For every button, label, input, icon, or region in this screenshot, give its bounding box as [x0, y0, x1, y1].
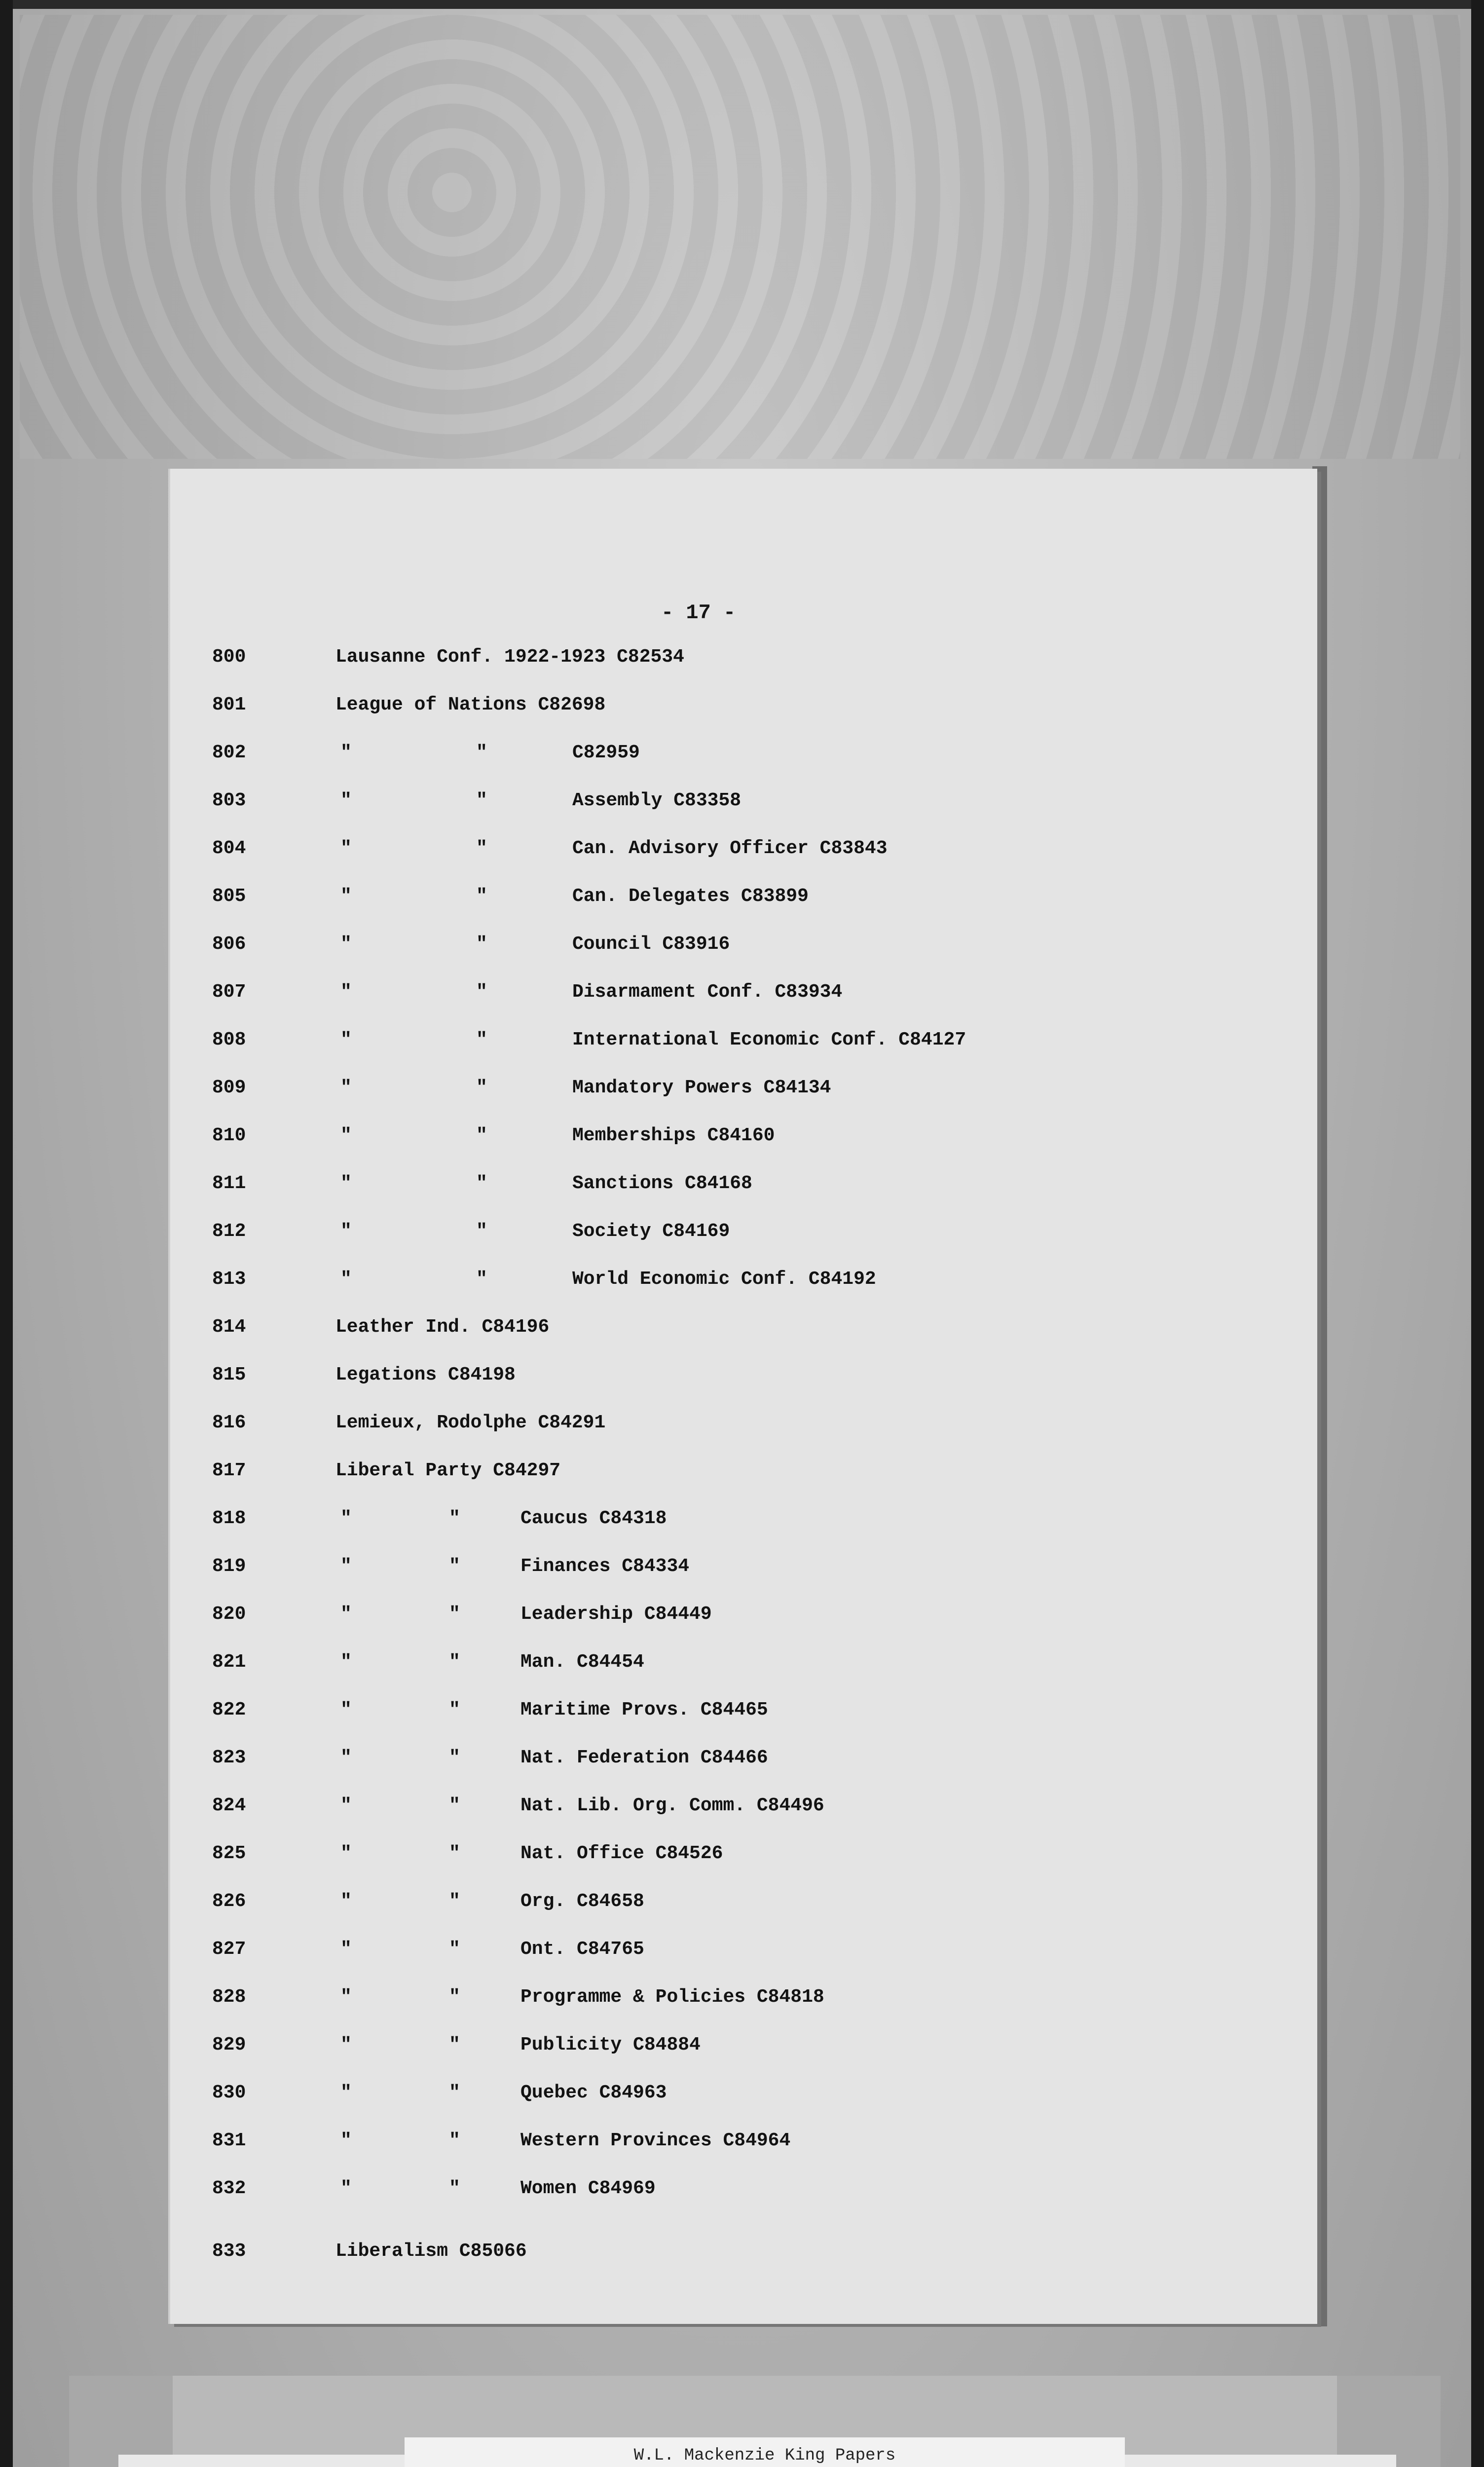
- ditto-mark: ": [340, 838, 352, 859]
- entry-number: 817: [212, 1460, 246, 1481]
- ditto-mark: ": [449, 2178, 460, 2199]
- entry-number: 830: [212, 2082, 246, 2103]
- entry-subheading: Ont. C84765: [520, 1939, 644, 1960]
- ditto-mark: ": [449, 1699, 460, 1720]
- entry-subheading: Council C83916: [572, 934, 730, 955]
- entry-subheading: Finances C84334: [520, 1556, 690, 1577]
- entry-number: 810: [212, 1125, 246, 1146]
- ditto-mark: ": [449, 2082, 460, 2103]
- entry-heading: Legations C84198: [335, 1364, 516, 1385]
- ditto-mark: ": [340, 1221, 352, 1242]
- entry-number: 828: [212, 1986, 246, 2008]
- entry-subheading: Org. C84658: [520, 1891, 644, 1912]
- ditto-mark: ": [340, 1029, 352, 1050]
- ditto-mark: ": [340, 1651, 352, 1673]
- entry-subheading: Sanctions C84168: [572, 1173, 752, 1194]
- entry-subheading: Can. Advisory Officer C83843: [572, 838, 888, 859]
- entry-subheading: Western Provinces C84964: [520, 2130, 791, 2151]
- entry-heading: Leather Ind. C84196: [335, 1316, 550, 1338]
- ditto-mark: ": [340, 2034, 352, 2056]
- ditto-mark: ": [449, 1651, 460, 1673]
- ditto-mark: ": [476, 1173, 487, 1194]
- entry-subheading: Nat. Lib. Org. Comm. C84496: [520, 1795, 824, 1816]
- entry-subheading: Disarmament Conf. C83934: [572, 981, 843, 1003]
- entry-number: 832: [212, 2178, 246, 2199]
- entry-subheading: Programme & Policies C84818: [520, 1986, 824, 2008]
- entry-heading: Lemieux, Rodolphe C84291: [335, 1412, 606, 1433]
- ditto-mark: ": [476, 1077, 487, 1098]
- entry-number: 822: [212, 1699, 246, 1720]
- entry-heading: League of Nations C82698: [335, 694, 606, 715]
- entry-number: 801: [212, 694, 246, 715]
- ditto-mark: ": [476, 1125, 487, 1146]
- entry-subheading: C82959: [572, 742, 640, 763]
- ditto-mark: ": [449, 1556, 460, 1577]
- entry-subheading: Society C84169: [572, 1221, 730, 1242]
- ditto-mark: ": [340, 1891, 352, 1912]
- ditto-mark: ": [449, 1986, 460, 2008]
- entry-number: 815: [212, 1364, 246, 1385]
- entry-subheading: Quebec C84963: [520, 2082, 667, 2103]
- entry-number: 808: [212, 1029, 246, 1050]
- film-edge-top: [0, 0, 1484, 9]
- ditto-mark: ": [476, 1269, 487, 1290]
- entry-heading: Liberalism C85066: [335, 2241, 527, 2262]
- ditto-mark: ": [340, 790, 352, 811]
- ditto-mark: ": [340, 934, 352, 955]
- ditto-mark: ": [340, 1747, 352, 1768]
- ditto-mark: ": [340, 2178, 352, 2199]
- ditto-mark: ": [449, 1891, 460, 1912]
- ditto-mark: ": [340, 1173, 352, 1194]
- entry-number: 829: [212, 2034, 246, 2056]
- entry-number: 814: [212, 1316, 246, 1338]
- entry-number: 807: [212, 981, 246, 1003]
- entry-subheading: Women C84969: [520, 2178, 656, 2199]
- entry-heading: Lausanne Conf. 1922-1923 C82534: [335, 646, 684, 668]
- entry-number: 809: [212, 1077, 246, 1098]
- ditto-mark: ": [476, 1029, 487, 1050]
- ditto-mark: ": [340, 1508, 352, 1529]
- entry-subheading: Man. C84454: [520, 1651, 644, 1673]
- entry-number: 821: [212, 1651, 246, 1673]
- entry-number: 806: [212, 934, 246, 955]
- ditto-mark: ": [340, 742, 352, 763]
- entry-subheading: Nat. Office C84526: [520, 1843, 723, 1864]
- entry-number: 827: [212, 1939, 246, 1960]
- entry-subheading: World Economic Conf. C84192: [572, 1269, 876, 1290]
- backdrop-texture: [20, 15, 1460, 459]
- ditto-mark: ": [449, 1939, 460, 1960]
- ditto-mark: ": [340, 1077, 352, 1098]
- entry-number: 824: [212, 1795, 246, 1816]
- entry-subheading: Maritime Provs. C84465: [520, 1699, 768, 1720]
- entry-number: 833: [212, 2241, 246, 2262]
- entry-number: 818: [212, 1508, 246, 1529]
- entry-number: 805: [212, 886, 246, 907]
- entry-subheading: Caucus C84318: [520, 1508, 667, 1529]
- entry-number: 803: [212, 790, 246, 811]
- entry-number: 820: [212, 1604, 246, 1625]
- ditto-mark: ": [340, 1556, 352, 1577]
- entry-heading: Liberal Party C84297: [335, 1460, 561, 1481]
- tape-right: [1337, 2376, 1441, 2467]
- ditto-mark: ": [340, 1843, 352, 1864]
- ditto-mark: ": [340, 1269, 352, 1290]
- ditto-mark: ": [449, 1843, 460, 1864]
- entry-number: 813: [212, 1269, 246, 1290]
- entry-number: 825: [212, 1843, 246, 1864]
- entry-number: 811: [212, 1173, 246, 1194]
- entry-number: 816: [212, 1412, 246, 1433]
- entry-subheading: Publicity C84884: [520, 2034, 701, 2056]
- entry-number: 804: [212, 838, 246, 859]
- ditto-mark: ": [449, 2130, 460, 2151]
- ditto-mark: ": [340, 981, 352, 1003]
- ditto-mark: ": [449, 1747, 460, 1768]
- ditto-mark: ": [340, 2082, 352, 2103]
- tape-left: [69, 2376, 173, 2467]
- ditto-mark: ": [476, 981, 487, 1003]
- entry-number: 819: [212, 1556, 246, 1577]
- entry-subheading: Memberships C84160: [572, 1125, 775, 1146]
- entry-number: 812: [212, 1221, 246, 1242]
- ditto-mark: ": [340, 1986, 352, 2008]
- ditto-mark: ": [476, 742, 487, 763]
- ditto-mark: ": [449, 2034, 460, 2056]
- ditto-mark: ": [340, 1795, 352, 1816]
- entry-subheading: Nat. Federation C84466: [520, 1747, 768, 1768]
- entry-number: 802: [212, 742, 246, 763]
- caption-line-1: W.L. Mackenzie King Papers: [633, 2446, 896, 2465]
- ditto-mark: ": [476, 790, 487, 811]
- ditto-mark: ": [449, 1508, 460, 1529]
- entry-number: 800: [212, 646, 246, 668]
- ditto-mark: ": [340, 1939, 352, 1960]
- ditto-mark: ": [340, 1125, 352, 1146]
- entry-subheading: Mandatory Powers C84134: [572, 1077, 831, 1098]
- film-edge-left: [0, 0, 13, 2467]
- ditto-mark: ": [340, 886, 352, 907]
- ditto-mark: ": [476, 934, 487, 955]
- ditto-mark: ": [476, 838, 487, 859]
- page-number: - 17 -: [661, 601, 736, 625]
- entry-number: 831: [212, 2130, 246, 2151]
- ditto-mark: ": [340, 1604, 352, 1625]
- ditto-mark: ": [476, 886, 487, 907]
- entry-subheading: Assembly C83358: [572, 790, 742, 811]
- entry-subheading: International Economic Conf. C84127: [572, 1029, 966, 1050]
- film-edge-right: [1471, 0, 1484, 2467]
- ditto-mark: ": [476, 1221, 487, 1242]
- entry-subheading: Can. Delegates C83899: [572, 886, 809, 907]
- entry-number: 823: [212, 1747, 246, 1768]
- entry-subheading: Leadership C84449: [520, 1604, 712, 1625]
- entry-number: 826: [212, 1891, 246, 1912]
- ditto-mark: ": [340, 1699, 352, 1720]
- ditto-mark: ": [449, 1795, 460, 1816]
- ditto-mark: ": [449, 1604, 460, 1625]
- ditto-mark: ": [340, 2130, 352, 2151]
